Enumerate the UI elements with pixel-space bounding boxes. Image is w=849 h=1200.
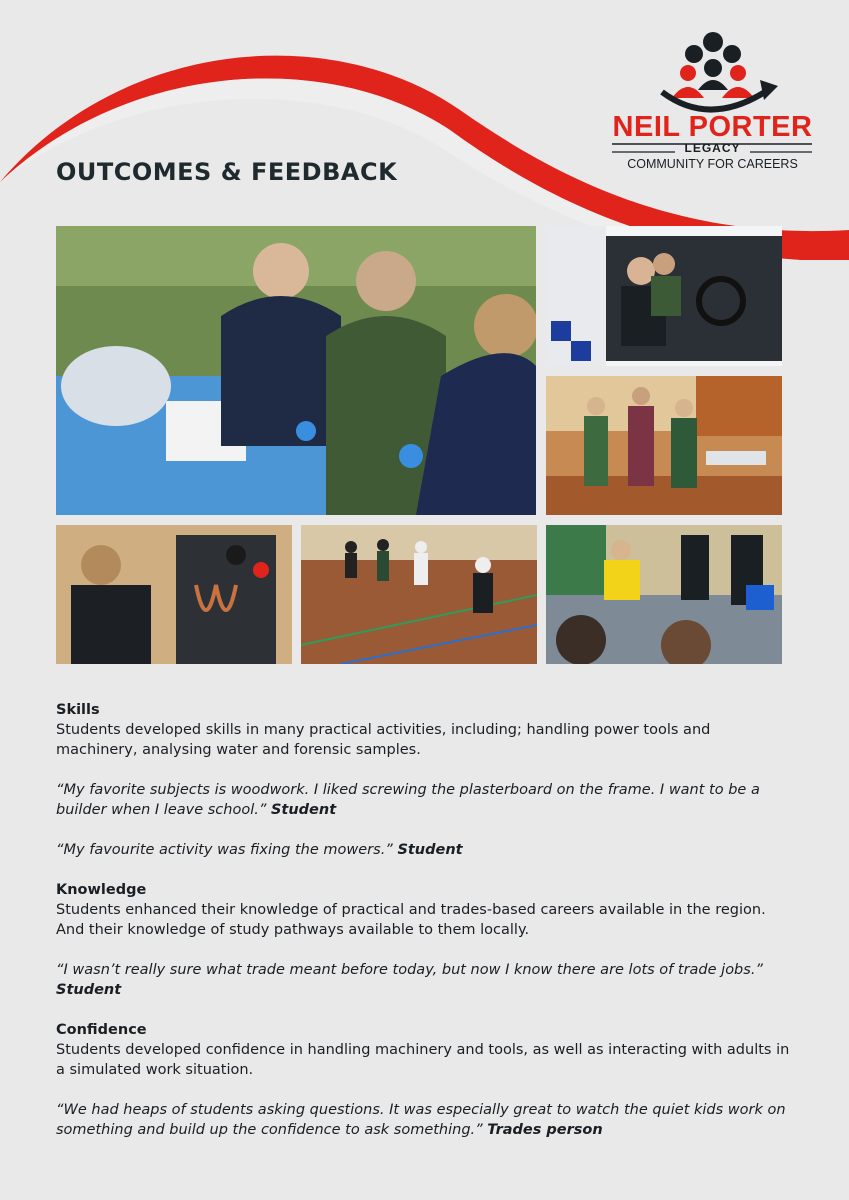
logo-subtitle: LEGACY [684, 141, 741, 155]
photo-plumbing-board [56, 525, 292, 664]
photo-vr-headsets [301, 525, 537, 664]
quote: “My favorite subjects is woodwork. I liked screwing the plasterboard on the frame. I want to be a builder when I leave school.” Student [56, 782, 760, 818]
section-body-confidence: Students developed confidence in handling machinery and tools, as well as interacting with adults in a simulated work situation. [56, 1042, 790, 1078]
quote-attribution: Trades person [487, 1122, 603, 1138]
page-title: OUTCOMES & FEEDBACK [56, 158, 398, 186]
quote: “My favourite activity was fixing the mowers.” Student [56, 842, 463, 858]
photo-police-car [546, 226, 782, 366]
logo-tagline: COMMUNITY FOR CAREERS [627, 157, 798, 171]
outcomes-content [56, 700, 796, 1140]
section-heading-confidence: Confidence [56, 1022, 147, 1038]
photo-hall-group [546, 376, 782, 515]
section-body-skills: Students developed skills in many practical activities, including; handling power tools and machinery, analysing water and forensic samples. [56, 722, 711, 758]
quote: “We had heaps of students asking questions. It was especially great to watch the quiet kids work on something and build up the confidence to ask something.” Trades person [56, 1102, 786, 1138]
quote-attribution: Student [56, 982, 122, 998]
section-heading-knowledge: Knowledge [56, 882, 147, 898]
section-body-knowledge: Students enhanced their knowledge of practical and trades-based careers available in the region. And their knowledge of study pathways available to them locally. [56, 902, 766, 938]
quote: “I wasn’t really sure what trade meant before today, but now I know there are lots of trade jobs.” Student [56, 962, 763, 998]
quote-attribution: Student [397, 842, 463, 858]
logo-name: NEIL PORTER [612, 111, 813, 143]
neil-porter-legacy-logo [600, 28, 825, 178]
section-heading-skills: Skills [56, 702, 100, 718]
quote-attribution: Student [270, 802, 337, 818]
photo-water-testing [546, 525, 782, 664]
photo-forensics [56, 226, 536, 515]
